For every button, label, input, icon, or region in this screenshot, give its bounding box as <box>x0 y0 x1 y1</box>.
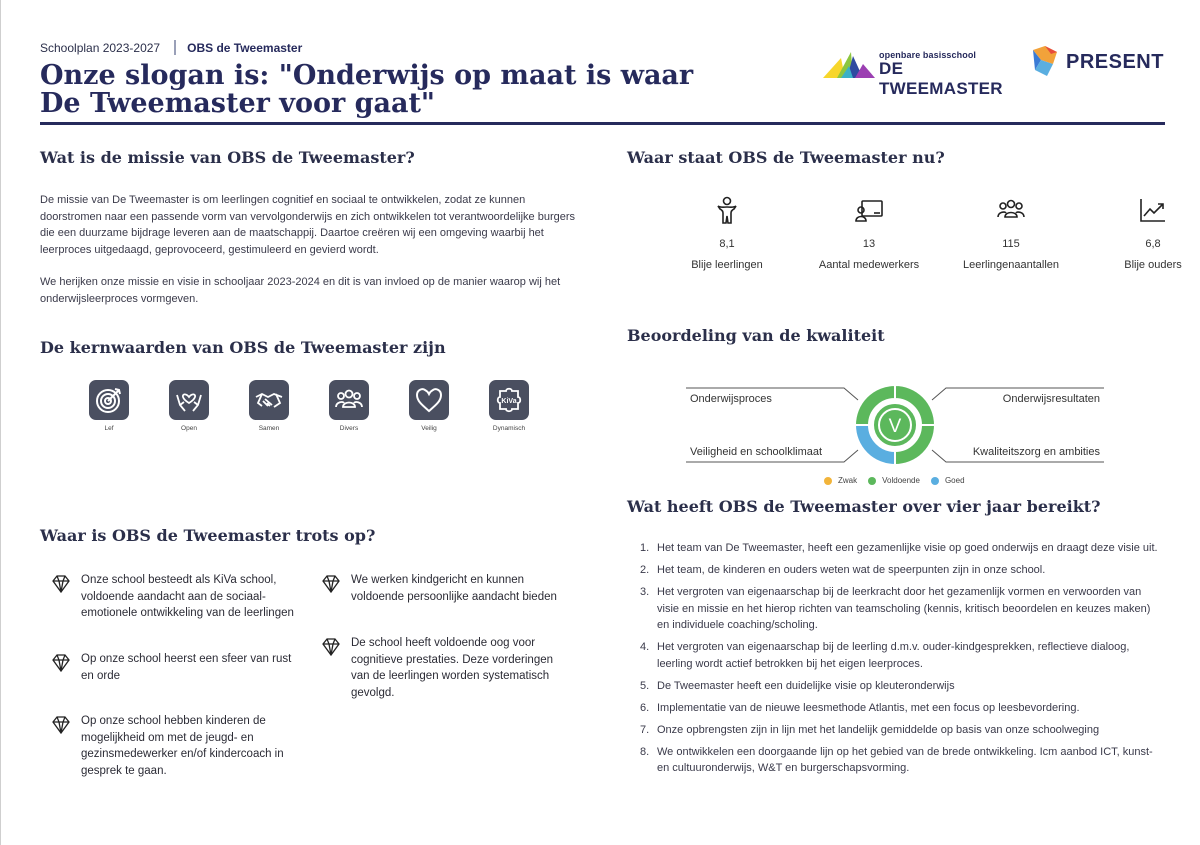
list-item-text: Het vergroten van eigenaarschap bij de leerling d.m.v. ouder-kindgesprekken, reflectieve dialoog, leerling wordt actief betrokken bij het eigen leerproces. <box>657 641 1130 670</box>
mission-paragraph-2: We herijken onze missie en visie in schooljaar 2023-2024 en dit is van invloed op de manier waarop wij het onderwijsleerproces vormgeven. <box>40 276 561 305</box>
list-item-text: Onze opbrengsten zijn in lijn met het landelijk gemiddelde op basis van onze schoolweging <box>657 723 1100 736</box>
core-value-veilig <box>409 380 489 432</box>
diamond-icon <box>51 653 71 673</box>
mission-title: Wat is de missie van OBS de Tweemaster? <box>40 148 415 167</box>
trend-up-icon <box>1138 195 1168 225</box>
stat-label: Leerlingenaantallen <box>962 259 1060 271</box>
school-logo <box>823 48 1008 98</box>
school-label: OBS de Tweemaster <box>187 40 303 55</box>
present-logo-icon <box>1031 46 1059 76</box>
sailboat-logo-icon <box>823 50 877 80</box>
core-values-title: De kernwaarden van OBS de Tweemaster zijn <box>40 338 446 357</box>
core-value-label: Open <box>181 425 197 432</box>
core-value-label: Dynamisch <box>492 425 526 432</box>
proud-text: Onze school besteedt als KiVa school, voldoende aandacht aan de sociaal-emotionele ontwikkeling van de leerlingen <box>81 574 294 619</box>
stat-value: 6,8 <box>1145 238 1161 250</box>
diamond-icon <box>321 574 341 594</box>
heart-icon <box>409 380 449 420</box>
list-item: 5. De Tweemaster heeft een duidelijke visie op kleuteronderwijs <box>640 678 1162 695</box>
proud-item <box>51 572 301 622</box>
stat-value: 13 <box>862 238 876 250</box>
quality-wheel <box>855 385 935 465</box>
proud-item <box>321 572 571 605</box>
legend-item <box>868 476 920 485</box>
people-group-icon <box>996 195 1026 225</box>
stat-aantal-medewerkers <box>798 195 940 271</box>
diamond-icon <box>321 637 341 657</box>
stat-blije-ouders <box>1082 195 1200 271</box>
center-rating: V <box>888 416 902 437</box>
plan-label: Schoolplan 2023-2027 <box>40 40 161 55</box>
list-item: 3. Het vergroten van eigenaarschap bij de leerkracht door het gezamenlijk vormen en verwoorden van visie en missie en het hierop richten van teamscholing (kennis, kritisch beoordelen en keuzes maken) en individuele coaching/scholing. <box>640 584 1162 634</box>
quality-label-kwaliteitszorg: Kwaliteitszorg en ambities <box>972 446 1100 458</box>
list-item-text: Het vergroten van eigenaarschap bij de leerkracht door het gezamenlijk vormen en verwoorden van visie en missie en het hierop richten van teamscholing (kennis, kritisch beoordelen en keuzes maken) en individuele coaching/scholing. <box>657 586 1151 631</box>
list-item-text: We ontwikkelen een doorgaande lijn op het gebied van de brede ontwikkeling. Icm aanbod ICT, kunst- en cultuuronderwijs, W&T en burgerschapsvorming. <box>657 745 1153 774</box>
core-value-label: Samen <box>258 425 280 432</box>
diamond-icon <box>51 574 71 594</box>
separator <box>174 40 176 55</box>
proud-text: Op onze school hebben kinderen de mogelijkheid om met de jeugd- en gezinsmedewerker en/of kindercoach in gesprek te gaan. <box>81 715 284 777</box>
legend-dot-voldoende <box>868 477 876 485</box>
mission-paragraph-1: De missie van De Tweemaster is om leerlingen cognitief en sociaal te ontwikkelen, zodat ze kunnen doorstromen naar een passende vorm van vervolgonderwijs en zich ontwikkelen tot verantwoordelijke burgers die een duurzame bijdrage leveren aan de maatschappij. Daartoe creëren wij een omgeving waarbij het leerproces uitgedaagd, geprovoceerd, gestimuleerd en gevierd wordt. <box>40 194 576 256</box>
legend-label: Voldoende <box>882 476 920 485</box>
list-item: 1. Het team van De Tweemaster, heeft een gezamenlijke visie op goed onderwijs en draagt deze visie uit. <box>640 540 1162 557</box>
kiva-text: KiVa <box>501 398 517 405</box>
group-icon <box>329 380 369 420</box>
list-item: 2. Het team, de kinderen en ouders weten wat de speerpunten zijn in onze school. <box>640 562 1162 579</box>
achieved-title: Wat heeft OBS de Tweemaster over vier jaar bereikt? <box>627 497 1101 516</box>
legend-label: Zwak <box>838 476 858 485</box>
child-icon <box>712 195 742 225</box>
open-hands-heart-icon <box>169 380 209 420</box>
stat-label: Blije leerlingen <box>691 259 763 271</box>
core-values-list <box>89 380 569 432</box>
legend-dot-goed <box>931 477 939 485</box>
status-title: Waar staat OBS de Tweemaster nu? <box>627 148 945 167</box>
list-item: 7. Onze opbrengsten zijn in lijn met het landelijk gemiddelde op basis van onze schoolweging <box>640 722 1162 739</box>
list-item-text: De Tweemaster heeft een duidelijke visie op kleuteronderwijs <box>657 679 955 692</box>
teacher-board-icon <box>854 195 884 225</box>
legend-item <box>931 476 965 485</box>
core-value-dynamisch <box>489 380 569 432</box>
list-item: 8. We ontwikkelen een doorgaande lijn op het gebied van de brede ontwikkeling. Icm aanbod ICT, kunst- en cultuuronderwijs, W&T en burgerschapsvorming. <box>640 744 1162 777</box>
proud-item <box>321 635 571 701</box>
quality-label-veiligheid: Veiligheid en schoolklimaat <box>690 446 823 458</box>
core-value-divers <box>329 380 409 432</box>
proud-title: Waar is OBS de Tweemaster trots op? <box>40 526 376 545</box>
stat-value: 115 <box>1002 238 1020 250</box>
stat-label: Blije ouders <box>1124 259 1182 271</box>
proud-item <box>51 713 301 779</box>
core-value-label: Divers <box>339 425 359 432</box>
stat-value: 8,1 <box>719 238 735 250</box>
board-logo-name: PRESENT <box>1066 51 1164 73</box>
proud-text: De school heeft voldoende oog voor cognitieve prestaties. Deze vorderingen van de leerlingen worden systematisch gevolgd. <box>351 637 554 699</box>
status-stats <box>656 195 1200 271</box>
handshake-icon <box>249 380 289 420</box>
stat-label: Aantal medewerkers <box>818 259 920 271</box>
achieved-list <box>640 540 1162 782</box>
core-value-lef <box>89 380 169 432</box>
header-divider <box>40 122 1165 125</box>
core-value-label: Lef <box>104 425 114 432</box>
diamond-icon <box>51 715 71 735</box>
core-value-open <box>169 380 249 432</box>
core-value-samen <box>249 380 329 432</box>
list-item-text: Het team, de kinderen en ouders weten wat de speerpunten zijn in onze school. <box>657 564 1046 576</box>
legend-item <box>824 476 857 485</box>
school-logo-name: DE TWEEMASTER <box>879 59 1003 98</box>
quality-label-onderwijsproces: Onderwijsproces <box>690 393 772 405</box>
legend-label: Goed <box>944 476 965 485</box>
stat-leerlingenaantallen <box>940 195 1082 271</box>
target-icon <box>89 380 129 420</box>
list-item-text: Het team van De Tweemaster, heeft een gezamenlijke visie op goed onderwijs en draagt deze visie uit. <box>657 542 1158 554</box>
kiva-puzzle-icon <box>489 380 529 420</box>
list-item: 6. Implementatie van de nieuwe leesmethode Atlantis, met een focus op leesbevordering. <box>640 700 1162 717</box>
header-meta <box>40 40 302 55</box>
list-item: 4. Het vergroten van eigenaarschap bij de leerling d.m.v. ouder-kindgesprekken, reflectieve dialoog, leerling wordt actief betrokken bij het eigen leerproces. <box>640 639 1162 672</box>
core-value-label: Veilig <box>421 425 437 432</box>
page-title: Onze slogan is: "Onderwijs op maat is waar De Tweemaster voor gaat" <box>40 60 694 119</box>
quality-label-onderwijsresultaten: Onderwijsresultaten <box>1002 393 1100 405</box>
stat-blije-leerlingen <box>656 195 798 271</box>
school-logo-small: openbare basisschool <box>879 50 977 60</box>
quality-title: Beoordeling van de kwaliteit <box>627 326 885 345</box>
quality-legend <box>824 476 976 485</box>
list-item-text: Implementatie van de nieuwe leesmethode Atlantis, met een focus op leesbevordering. <box>657 701 1080 714</box>
proud-text: Op onze school heerst een sfeer van rust en orde <box>81 653 292 682</box>
board-logo <box>1031 46 1164 80</box>
proud-text: We werken kindgericht en kunnen voldoende persoonlijke aandacht bieden <box>351 574 557 603</box>
legend-dot-zwak <box>824 477 832 485</box>
proud-item <box>51 651 301 684</box>
